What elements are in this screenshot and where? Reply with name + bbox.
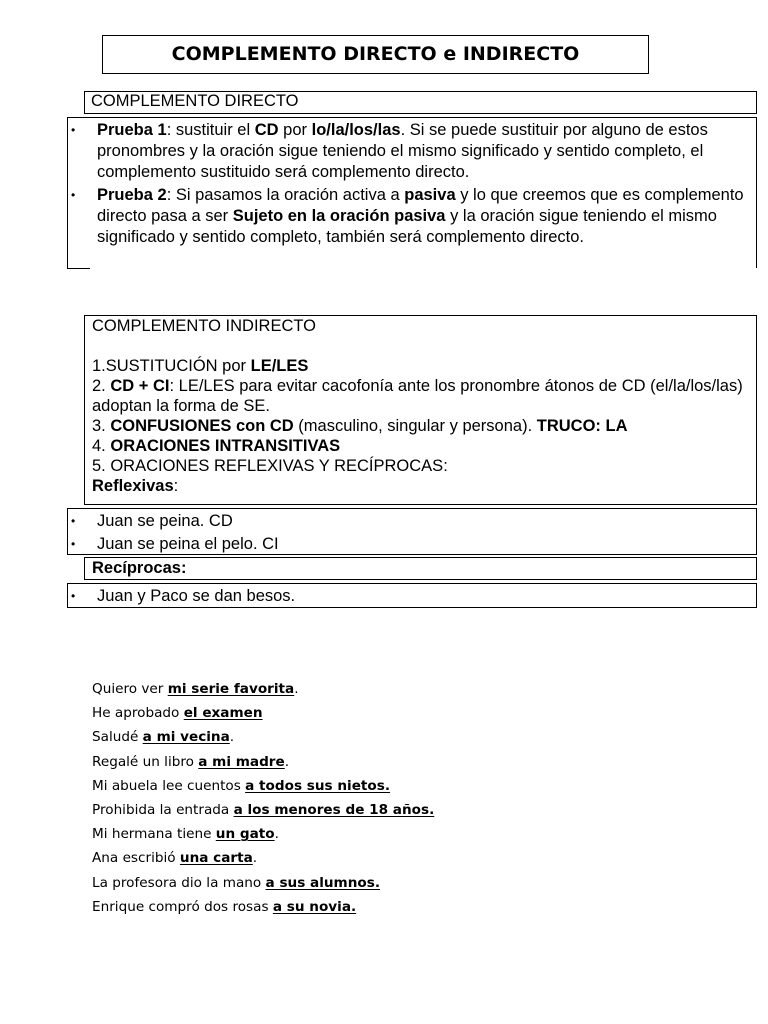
- text-segment: (masculino, singular y persona).: [293, 417, 537, 435]
- sentence-text: Regalé un libro: [92, 753, 199, 770]
- example-text: Juan se peina. CD: [97, 512, 233, 530]
- bold-segment: TRUCO: LA: [536, 417, 628, 435]
- sentence-text: La profesora dio la mano: [92, 874, 266, 891]
- ci-section-box: [84, 315, 757, 505]
- underlined-complement: mi serie favorita: [167, 681, 295, 697]
- example-text: Juan y Paco se dan besos.: [97, 587, 296, 605]
- cd-tests-box: [67, 117, 757, 268]
- list-item-prueba-1: [71, 120, 745, 183]
- text-segment: : LE/LES para evitar cacofonía ante los pronombre átonos de CD (el/la/los/las) adoptan la forma de SE.: [92, 377, 743, 415]
- underlined-complement: a mi vecina: [142, 729, 230, 746]
- text-segment: 1.SUSTITUCIÓN por: [92, 357, 251, 375]
- bold-segment: LE/LES: [250, 357, 309, 375]
- text-segment: y la oración sigue teniendo el mismo significado y sentido completo, también será complemento directo.: [97, 207, 717, 246]
- sentence-row: [92, 798, 434, 822]
- underlined-complement: un gato: [215, 826, 275, 843]
- sentence-row: [92, 846, 434, 870]
- sentence-punct: .: [294, 681, 299, 697]
- list-item-prueba-2: [71, 185, 745, 248]
- sentence-row: [92, 750, 434, 774]
- ci-rule-2: [92, 376, 756, 416]
- bullet-icon: •: [71, 514, 76, 528]
- ci-rule-4: [92, 436, 756, 456]
- underlined-complement: una carta: [179, 850, 253, 867]
- page-title: COMPLEMENTO DIRECTO e INDIRECTO: [171, 43, 580, 65]
- bold-segment: Reflexivas: [92, 477, 174, 495]
- spacer: [92, 336, 756, 356]
- text-segment: y lo que creemos que es complemento directo pasa a ser: [97, 186, 744, 225]
- sentence-text: Prohibida la entrada: [92, 801, 234, 818]
- text-segment: . Si se puede sustituir por alguno de estos pronombres y la oración sigue teniendo el mismo significado y sentido completo, el complemento sustituido será complemento directo.: [97, 121, 708, 181]
- list-item: [71, 585, 296, 608]
- reciprocas-list: [71, 585, 296, 608]
- bold-segment: lo/la/los/las: [311, 121, 401, 139]
- example-text: Juan se peina el pelo. CI: [97, 535, 279, 553]
- sentence-text: Saludé: [92, 729, 143, 746]
- underlined-complement: a sus alumnos.: [265, 874, 380, 891]
- bullet-icon: •: [71, 589, 76, 603]
- bold-segment: CD: [254, 121, 279, 139]
- sentence-punct: .: [252, 850, 258, 867]
- underlined-complement: a los menores de 18 años.: [233, 801, 435, 818]
- sentence-row: [92, 725, 434, 749]
- sentence-text: Quiero ver: [92, 681, 168, 697]
- sentence-text: Mi abuela lee cuentos: [92, 777, 246, 794]
- prueba-2-label: Prueba 2: [97, 186, 167, 204]
- bold-segment: ORACIONES INTRANSITIVAS: [110, 437, 341, 455]
- reciprocas-header: Recíprocas:: [84, 557, 757, 580]
- underlined-complement: a todos sus nietos.: [245, 777, 391, 794]
- ci-rule-1: [92, 356, 756, 376]
- sentence-text: He aprobado: [92, 705, 184, 722]
- underlined-complement: a su novia.: [272, 898, 357, 915]
- sentence-text: Enrique compró dos rosas: [92, 898, 273, 915]
- sentence-punct: .: [274, 826, 279, 843]
- box-corner-line: [67, 268, 90, 269]
- text-segment: 4.: [92, 437, 111, 455]
- bold-segment: CD + CI: [110, 377, 170, 395]
- sentence-row: [92, 774, 434, 798]
- example-sentences: [92, 677, 434, 919]
- text-segment: 2.: [92, 377, 111, 395]
- bullet-icon: •: [71, 188, 76, 202]
- sentence-row: [92, 701, 434, 725]
- reflexivas-list: [71, 510, 279, 556]
- text-segment: :: [173, 477, 179, 495]
- underlined-complement: el examen: [183, 705, 263, 722]
- bold-segment: pasiva: [404, 186, 456, 204]
- list-item: [71, 533, 279, 556]
- text-segment: : sustituir el: [166, 121, 255, 139]
- sentence-row: [92, 871, 434, 895]
- sentence-row: [92, 822, 434, 846]
- ci-header: COMPLEMENTO INDIRECTO: [92, 317, 316, 335]
- cd-tests-list: [71, 120, 745, 250]
- sentence-row: [92, 895, 434, 919]
- prueba-1-label: Prueba 1: [97, 121, 167, 139]
- bold-segment: Sujeto en la oración pasiva: [232, 207, 446, 225]
- text-segment: por: [278, 121, 312, 139]
- sentence-punct: .: [284, 753, 290, 770]
- sentence-text: Mi hermana tiene: [92, 826, 216, 843]
- bullet-icon: •: [71, 123, 76, 137]
- cd-section-header: COMPLEMENTO DIRECTO: [84, 91, 757, 114]
- bold-segment: CONFUSIONES con CD: [110, 417, 294, 435]
- sentence-punct: .: [229, 729, 235, 746]
- title-box: [102, 35, 649, 74]
- sentence-row: [92, 677, 434, 701]
- bullet-icon: •: [71, 537, 76, 551]
- ci-rule-3: [92, 416, 756, 436]
- ci-rule-5: 5. ORACIONES REFLEXIVAS Y RECÍPROCAS:: [92, 457, 448, 475]
- text-segment: : Si pasamos la oración activa a: [166, 186, 405, 204]
- text-segment: 3.: [92, 417, 111, 435]
- reflexivas-label: [92, 476, 756, 496]
- list-item: [71, 510, 279, 533]
- ci-content: [85, 316, 756, 496]
- sentence-text: Ana escribió: [92, 850, 180, 867]
- reflexivas-examples-box: [67, 508, 757, 555]
- reciprocas-examples-box: [67, 583, 757, 608]
- underlined-complement: a mi madre: [198, 753, 285, 770]
